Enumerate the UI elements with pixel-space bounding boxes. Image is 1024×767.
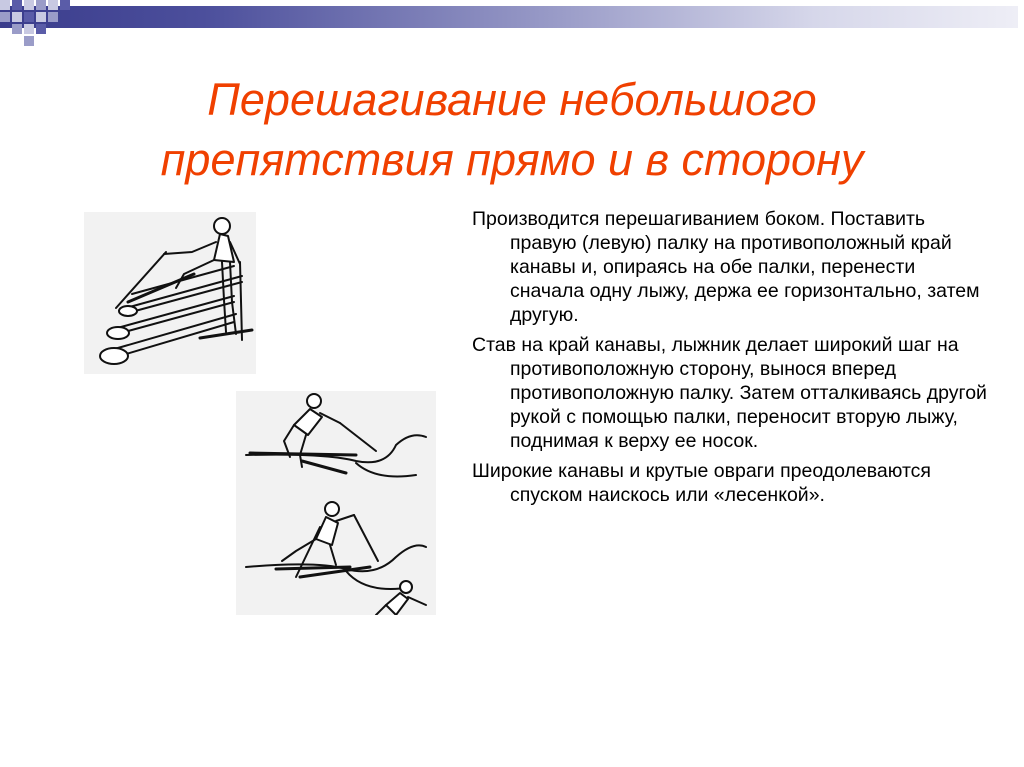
skier-stepping-over-logs-illustration <box>84 212 256 374</box>
slide-title-line-1: Перешагивание небольшого <box>207 74 817 125</box>
top-gradient-bar <box>0 6 1018 28</box>
paragraph-3: Широкие канавы и крутые овраги преодолеваются спуском наискось или «лесенкой». <box>472 460 931 506</box>
skier-crossing-ditch-illustration <box>236 391 436 615</box>
slide-title-line-2: препятствия прямо и в сторону <box>160 134 864 185</box>
slide-title <box>0 70 1024 190</box>
paragraph-1: Производится перешагиванием боком. Поставить правую (левую) палку на противоположный край канавы и, опираясь на обе палки, перенести сначала одну лыжу, держа ее горизонтально, затем другую. <box>472 208 980 326</box>
body-text <box>472 207 992 513</box>
paragraph-2: Став на край канавы, лыжник делает широкий шаг на противоположную сторону, вынося вперед противоположную палку. Затем отталкиваясь другой рукой с помощью палки, переносит вторую лыжу, поднимая к верху ее носок. <box>472 334 987 452</box>
